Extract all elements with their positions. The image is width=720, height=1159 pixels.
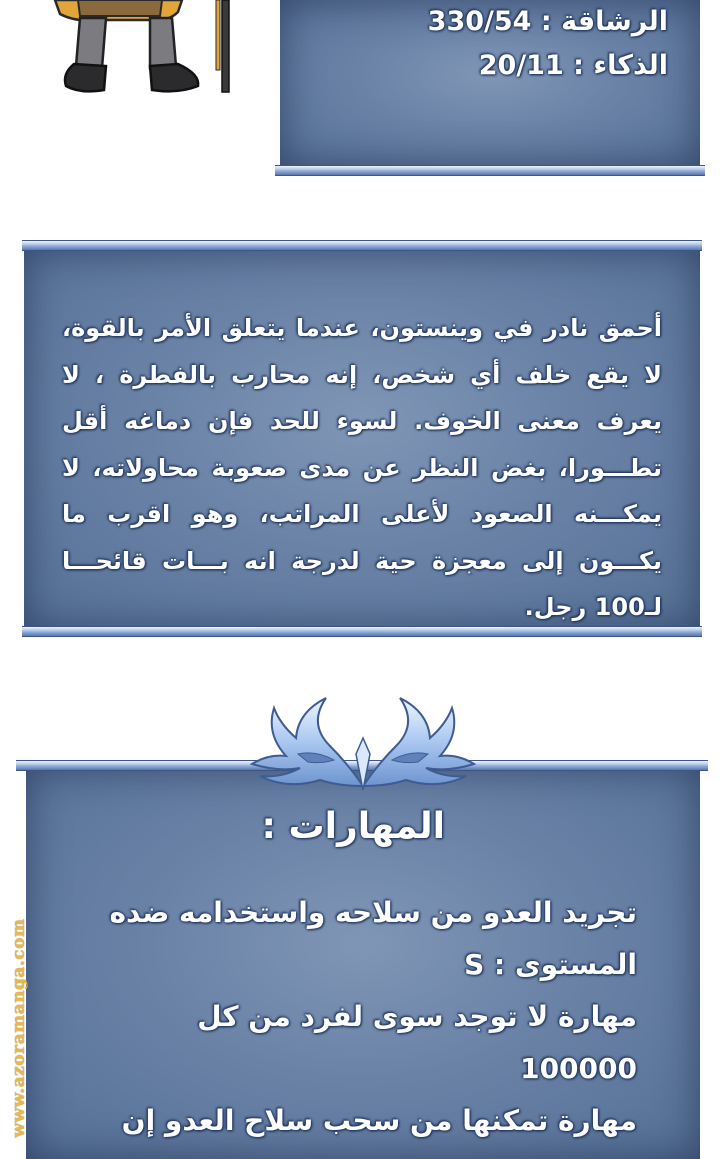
skill-line: مهارة لا توجد سوى لفرد من كل (197, 1000, 637, 1033)
skill-line: المستوى : S (464, 948, 637, 981)
stat-agility: الرشاقة : 330/54 (427, 6, 668, 37)
skills-title: المهارات : (261, 806, 445, 847)
stats-panel-frame-bar (275, 165, 705, 176)
description-panel-top-bar (22, 240, 702, 251)
skill-line: تجريد العدو من سلاحه واستخدامه ضده (109, 896, 637, 929)
skill-line: مهارة تمكنها من سحب سلاح العدو إن (121, 1104, 637, 1137)
character-illustration (0, 0, 260, 100)
watermark-text: www.azoramanga.com (9, 918, 29, 1137)
wing-ornament-icon (238, 694, 488, 794)
character-description: أحمق نادر في وينستون، عندما يتعلق الأمر بالقوة، لا يقع خلف أي شخص، إنه محارب بالفطرة ، لا يعرف معنى الخوف. لسوء للحد فإن دماغه أقل تطـــورا، بغض النظر عن مدى صعوبة محاولاته، لا يمكـــنه الصعود لأعلى المراتب، وهو اقرب ما يكـــون إلى معجزة حية لدرجة انه بـــات قائحـــا لـ100 رجل. (62, 314, 662, 621)
site-watermark (6, 905, 32, 1150)
stat-intelligence: الذكاء : 20/11 (478, 50, 668, 81)
skill-line: 100000 (520, 1052, 637, 1085)
